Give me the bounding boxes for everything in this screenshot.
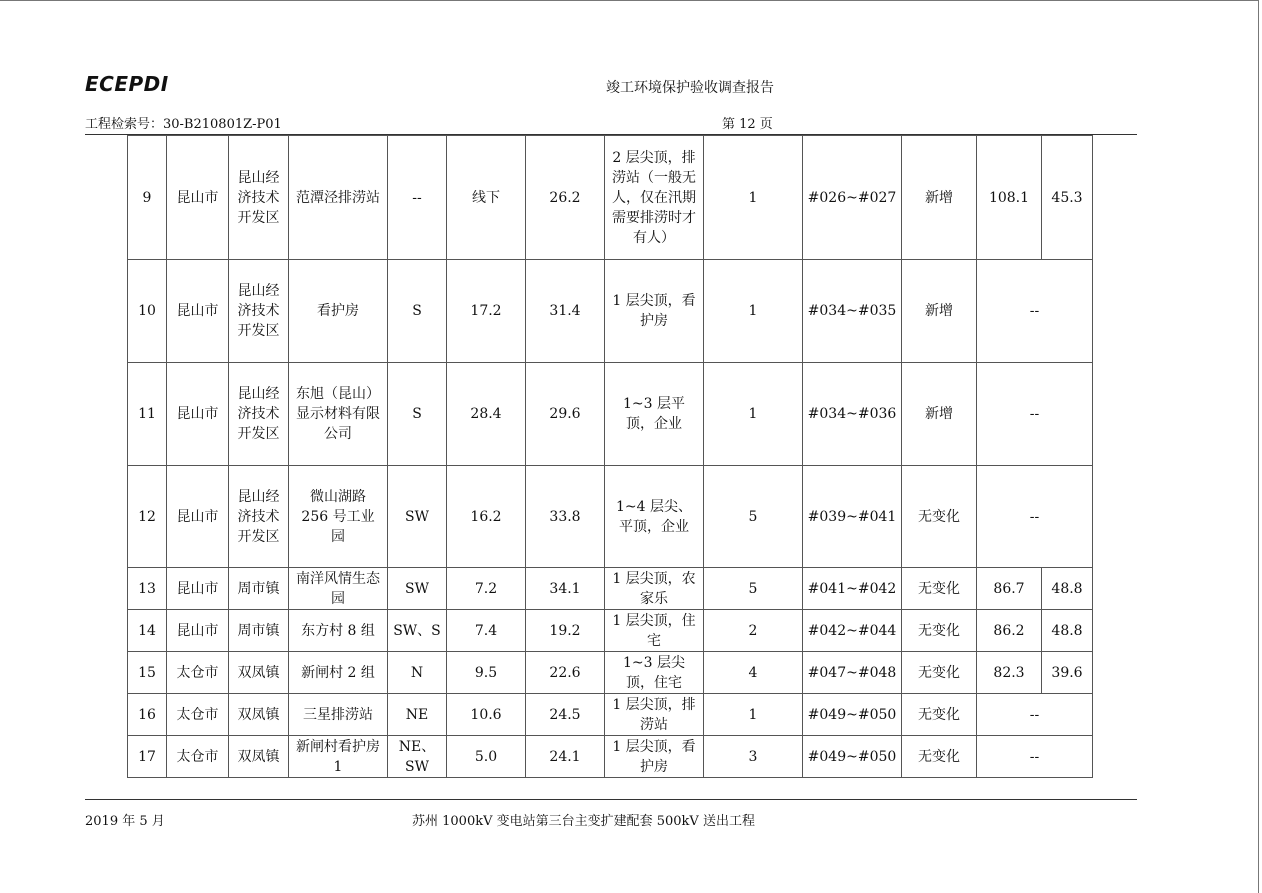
table-row [128,610,1093,652]
town-cell: 双凤镇 [229,736,289,778]
height-cell: 31.4 [526,260,605,363]
count-cell: 2 [704,610,803,652]
distance-cell: 10.6 [447,694,526,736]
town-cell: 周市镇 [229,568,289,610]
table-row [128,568,1093,610]
status-cell: 新增 [902,136,977,260]
tower-span-cell: #042~#044 [803,610,902,652]
page-number: 第 12 页 [722,117,773,132]
distance-cell: 7.2 [447,568,526,610]
height-cell: 29.6 [526,363,605,466]
height-cell: 33.8 [526,466,605,568]
footer-date: 2019 年 5 月 [85,814,165,829]
value-1-cell: 86.2 [977,610,1042,652]
value-2-cell: 48.8 [1042,610,1093,652]
count-cell: 3 [704,736,803,778]
value-2-cell: 48.8 [1042,568,1093,610]
tower-span-cell: #026~#027 [803,136,902,260]
description-cell: 1 层尖顶，排涝站 [605,694,704,736]
city-cell: 太仓市 [167,694,229,736]
direction-cell: SW、S [388,610,447,652]
table-row [128,260,1093,363]
tower-span-cell: #039~#041 [803,466,902,568]
status-cell: 新增 [902,260,977,363]
target-name-cell: 南洋风情生态园 [289,568,388,610]
value-1-cell: 108.1 [977,136,1042,260]
document-title: 竣工环境保护验收调查报告 [606,80,774,96]
company-logo: ECEPDI [85,72,169,96]
direction-cell: S [388,260,447,363]
value-1-cell: 82.3 [977,652,1042,694]
tower-span-cell: #041~#042 [803,568,902,610]
row-number: 15 [128,652,167,694]
target-name-cell: 东旭（昆山）显示材料有限公司 [289,363,388,466]
direction-cell: S [388,363,447,466]
description-cell: 1~4 层尖、平顶，企业 [605,466,704,568]
tower-span-cell: #034~#035 [803,260,902,363]
town-cell: 昆山经济技术开发区 [229,260,289,363]
status-cell: 无变化 [902,610,977,652]
page-frame-right [1258,0,1259,893]
height-cell: 22.6 [526,652,605,694]
table-row [128,466,1093,568]
row-number: 14 [128,610,167,652]
city-cell: 昆山市 [167,260,229,363]
distance-cell: 28.4 [447,363,526,466]
town-cell: 双凤镇 [229,694,289,736]
city-cell: 昆山市 [167,466,229,568]
value-merged-cell: -- [977,260,1093,363]
target-name-cell: 看护房 [289,260,388,363]
distance-cell: 9.5 [447,652,526,694]
direction-cell: NE [388,694,447,736]
row-number: 9 [128,136,167,260]
town-cell: 双凤镇 [229,652,289,694]
town-cell: 昆山经济技术开发区 [229,466,289,568]
value-1-cell: 86.7 [977,568,1042,610]
city-cell: 昆山市 [167,610,229,652]
town-cell: 昆山经济技术开发区 [229,363,289,466]
city-cell: 昆山市 [167,136,229,260]
city-cell: 昆山市 [167,363,229,466]
target-name-cell: 新闸村 2 组 [289,652,388,694]
direction-cell: SW [388,568,447,610]
row-number: 16 [128,694,167,736]
count-cell: 1 [704,694,803,736]
value-2-cell: 45.3 [1042,136,1093,260]
value-merged-cell: -- [977,466,1093,568]
count-cell: 1 [704,363,803,466]
count-cell: 1 [704,260,803,363]
description-cell: 1 层尖顶，看护房 [605,260,704,363]
distance-cell: 7.4 [447,610,526,652]
height-cell: 24.5 [526,694,605,736]
footer-project-name: 苏州 1000kV 变电站第三台主变扩建配套 500kV 送出工程 [412,814,755,829]
value-merged-cell: -- [977,736,1093,778]
direction-cell: N [388,652,447,694]
city-cell: 太仓市 [167,652,229,694]
description-cell: 1~3 层尖顶，住宅 [605,652,704,694]
count-cell: 1 [704,136,803,260]
status-cell: 无变化 [902,466,977,568]
row-number: 17 [128,736,167,778]
sensitive-target-table [127,135,1093,778]
count-cell: 4 [704,652,803,694]
target-name-cell: 三星排涝站 [289,694,388,736]
table-row [128,652,1093,694]
direction-cell: NE、SW [388,736,447,778]
target-name-cell: 新闸村看护房 1 [289,736,388,778]
row-number: 12 [128,466,167,568]
height-cell: 24.1 [526,736,605,778]
height-cell: 26.2 [526,136,605,260]
target-name-cell: 东方村 8 组 [289,610,388,652]
description-cell: 1~3 层平顶，企业 [605,363,704,466]
description-cell: 1 层尖顶，农家乐 [605,568,704,610]
town-cell: 周市镇 [229,610,289,652]
tower-span-cell: #047~#048 [803,652,902,694]
value-2-cell: 39.6 [1042,652,1093,694]
town-cell: 昆山经济技术开发区 [229,136,289,260]
height-cell: 34.1 [526,568,605,610]
direction-cell: -- [388,136,447,260]
row-number: 11 [128,363,167,466]
count-cell: 5 [704,568,803,610]
target-name-cell: 范潭泾排涝站 [289,136,388,260]
description-cell: 1 层尖顶，住宅 [605,610,704,652]
table-row [128,363,1093,466]
tower-span-cell: #034~#036 [803,363,902,466]
row-number: 13 [128,568,167,610]
value-merged-cell: -- [977,363,1093,466]
page-frame-top [0,0,1258,1]
status-cell: 新增 [902,363,977,466]
status-cell: 无变化 [902,736,977,778]
count-cell: 5 [704,466,803,568]
value-merged-cell: -- [977,694,1093,736]
distance-cell: 16.2 [447,466,526,568]
row-number: 10 [128,260,167,363]
height-cell: 19.2 [526,610,605,652]
distance-cell: 线下 [447,136,526,260]
description-cell: 1 层尖顶，看护房 [605,736,704,778]
status-cell: 无变化 [902,652,977,694]
distance-cell: 5.0 [447,736,526,778]
table-row [128,136,1093,260]
status-cell: 无变化 [902,694,977,736]
distance-cell: 17.2 [447,260,526,363]
city-cell: 昆山市 [167,568,229,610]
tower-span-cell: #049~#050 [803,694,902,736]
project-index-number: 工程检索号：30-B210801Z-P01 [85,117,282,132]
description-cell: 2 层尖顶，排涝站（一般无人，仅在汛期需要排涝时才有人） [605,136,704,260]
table-row [128,736,1093,778]
tower-span-cell: #049~#050 [803,736,902,778]
target-name-cell: 微山湖路 256 号工业园 [289,466,388,568]
table-row [128,694,1093,736]
footer-rule [85,799,1137,800]
status-cell: 无变化 [902,568,977,610]
direction-cell: SW [388,466,447,568]
city-cell: 太仓市 [167,736,229,778]
